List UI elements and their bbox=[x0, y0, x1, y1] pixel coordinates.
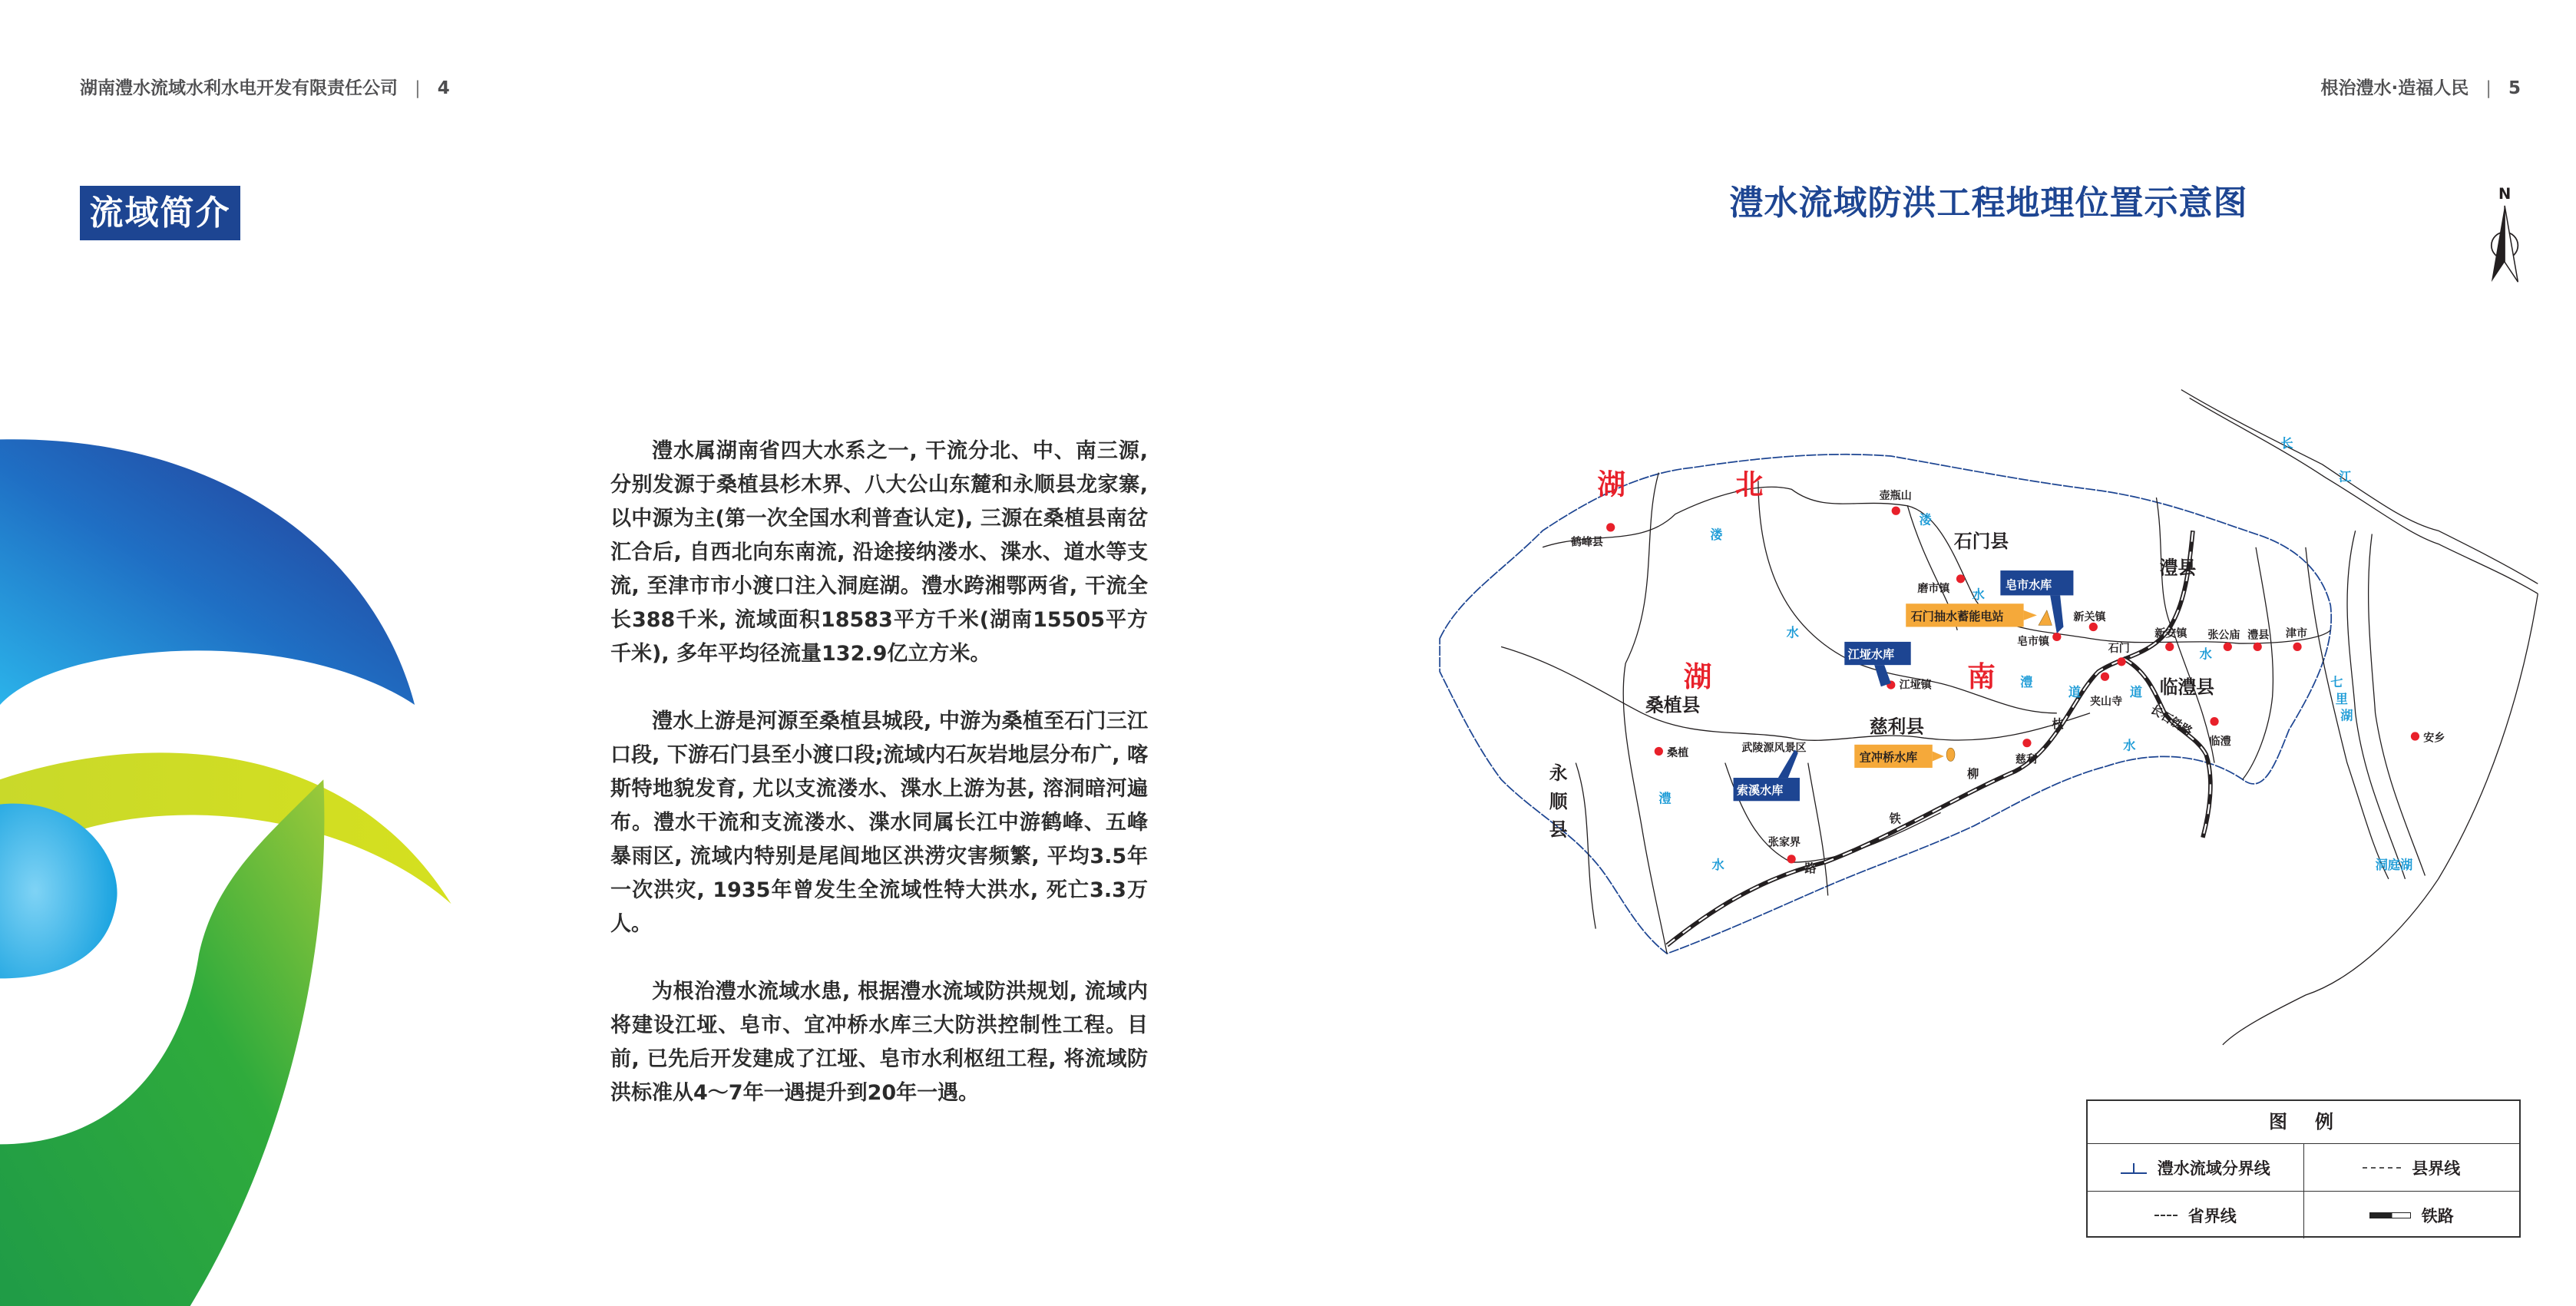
river-label: 澧 bbox=[1658, 791, 1672, 806]
legend-label: 澧水流域分界线 bbox=[2157, 1159, 2270, 1178]
county-boundary-symbol-icon bbox=[2363, 1167, 2401, 1169]
paragraph: 澧水上游是河源至桑植县城段, 中游为桑植至石门三江口段, 下游石门县至小渡口段;流域内石灰岩地层分布广, 喀斯特地貌发育, 尤以支流溇水、渫水上游为甚, 溶洞暗河遍布。澧水干流和支流溇水、渫水同属长江中游鹤峰、五峰暴雨区, 流域内特别是尾闾地区洪涝灾害频繁, 平均3.5年一次洪灾, 1935年曾发生全流域性特大洪水, 死亡3.3万人。 bbox=[610, 709, 1148, 936]
suoxi-reservoir-callout bbox=[1734, 749, 1800, 801]
reservoir-label: 索溪水库 bbox=[1736, 783, 1784, 798]
legend-title: 图 例 bbox=[2269, 1111, 2338, 1132]
county-label: 慈利县 bbox=[1869, 716, 1924, 738]
river-label: 长 bbox=[2280, 436, 2293, 451]
town-label: 鹤峰县 bbox=[1570, 536, 1603, 549]
legend-label: 省界线 bbox=[2187, 1206, 2237, 1225]
railway-label: 路 bbox=[1804, 861, 1817, 876]
county-label: 顺 bbox=[1549, 790, 1568, 812]
county-label: 石门县 bbox=[1953, 530, 2009, 552]
town-label: 皂市镇 bbox=[2016, 636, 2050, 649]
county-boundaries bbox=[1501, 473, 2330, 954]
river-label: 溇 bbox=[1710, 527, 1723, 542]
paragraph: 澧水属湖南省四大水系之一, 干流分北、中、南三源, 分别发源于桑植县杉木界、八大公山东麓和永顺县龙家寨, 以中源为主(第一次全国水利普查认定), 三源在桑植县南岔汇合后, 自西北向东南流, 沿途接纳溇水、渫水、道水等支流, 至津市市小渡口注入洞庭湖。澧水跨湘鄂两省, 干流全长388千米, 流域面积18583平方千米(湖南15505平方千米), 多年平均径流量132.9亿立方米。 bbox=[610, 439, 1148, 666]
town-label: 津市 bbox=[2285, 627, 2308, 640]
river-label: 澧 bbox=[2020, 675, 2033, 690]
town-label: 武陵源风景区 bbox=[1741, 742, 1807, 755]
town-label: 石门 bbox=[2108, 642, 2130, 655]
page-header-right: 根治澧水·造福人民 | 5 bbox=[2320, 78, 2521, 98]
lake-label: 湖 bbox=[2340, 708, 2353, 723]
town-label: 澧县 bbox=[2247, 629, 2270, 642]
railway-label: 柳 bbox=[1967, 767, 1979, 782]
town-label: 江垭镇 bbox=[1899, 679, 1932, 692]
county-label: 临澧县 bbox=[2159, 676, 2215, 698]
company-name: 湖南澧水流域水利水电开发有限责任公司 bbox=[80, 78, 398, 98]
town-label: 新关镇 bbox=[2073, 610, 2106, 623]
yangtze-river bbox=[2181, 390, 2538, 1045]
county-label: 永 bbox=[1549, 762, 1568, 785]
map-title: 澧水流域防洪工程地理位置示意图 bbox=[1729, 184, 2248, 223]
river-label: 水 bbox=[2199, 646, 2212, 662]
river-label: 水 bbox=[1972, 587, 1985, 602]
province-boundary-symbol-icon bbox=[2154, 1215, 2178, 1216]
lake-label: 洞庭湖 bbox=[2375, 857, 2413, 872]
legend-item-basin-boundary bbox=[2088, 1144, 2303, 1191]
town-dots bbox=[1606, 507, 2419, 864]
legend-item-railway bbox=[2303, 1192, 2520, 1238]
railway-labels bbox=[1804, 703, 2195, 875]
water-labels bbox=[1658, 436, 2413, 872]
river-label: 道 bbox=[2129, 685, 2143, 700]
legend-item-province-boundary bbox=[2088, 1192, 2303, 1238]
province-label: 湖 bbox=[1683, 660, 1712, 694]
legend-item-county-boundary bbox=[2303, 1144, 2520, 1191]
slogan: 根治澧水·造福人民 bbox=[2320, 78, 2469, 98]
yichongqiao-reservoir-callout bbox=[1854, 745, 1955, 768]
town-label: 慈利 bbox=[2015, 753, 2037, 766]
north-arrow-icon bbox=[2492, 185, 2518, 282]
railway-symbol-icon bbox=[2369, 1212, 2411, 1218]
county-label: 桑植县 bbox=[1645, 694, 1701, 716]
legend-label: 县界线 bbox=[2412, 1159, 2461, 1178]
reservoir-label: 江垭水库 bbox=[1847, 647, 1895, 662]
river-label: 江 bbox=[2339, 469, 2352, 484]
town-label: 安乡 bbox=[2423, 732, 2445, 745]
river-label: 水 bbox=[1786, 625, 1799, 640]
paragraph: 为根治澧水流域水患, 根据澧水流域防洪规划, 流域内将建设江垭、皂市、宜冲桥水库三大防洪控制性工程。目前, 已先后开发建成了江垭、皂市水利枢纽工程, 将流域防洪标准从4～7年一遇提升到20年一遇。 bbox=[610, 980, 1148, 1105]
town-label: 张家界 bbox=[1767, 836, 1801, 849]
reservoir-label: 皂市水库 bbox=[2005, 577, 2052, 592]
province-label: 湖 bbox=[1597, 468, 1626, 501]
town-label: 临澧 bbox=[2209, 735, 2231, 748]
town-label: 张公庙 bbox=[2207, 629, 2240, 642]
railway-label: 长石铁路 bbox=[2148, 702, 2195, 739]
page-number-left: 4 bbox=[437, 78, 450, 98]
town-label: 磨市镇 bbox=[1917, 583, 1950, 596]
river-label: 水 bbox=[2123, 738, 2136, 753]
river-label: 水 bbox=[1711, 857, 1724, 872]
pumped-storage-callout bbox=[1906, 603, 2052, 627]
map-legend bbox=[2086, 1099, 2521, 1238]
north-label: N bbox=[2498, 185, 2512, 203]
legend-label: 铁路 bbox=[2421, 1206, 2454, 1225]
province-label: 北 bbox=[1734, 468, 1764, 501]
town-label: 夹山寺 bbox=[2090, 696, 2123, 708]
railway-label: 枝 bbox=[2052, 717, 2064, 732]
county-label: 县 bbox=[1549, 818, 1568, 841]
town-label: 桑植 bbox=[1667, 746, 1689, 759]
page-header-left: 湖南澧水流域水利水电开发有限责任公司 | 4 bbox=[80, 78, 450, 98]
province-labels bbox=[1597, 468, 1995, 694]
lake-label: 七 bbox=[2330, 675, 2343, 690]
province-label: 南 bbox=[1967, 660, 1996, 694]
project-label: 石门抽水蓄能电站 bbox=[1910, 609, 2004, 623]
section-title: 流域简介 bbox=[80, 186, 240, 240]
town-label: 新安镇 bbox=[2154, 627, 2187, 640]
page-number-right: 5 bbox=[2508, 78, 2521, 98]
basin-boundary-line bbox=[1440, 455, 2331, 954]
railway-label: 铁 bbox=[1889, 812, 1901, 826]
lake-label: 里 bbox=[2335, 691, 2348, 706]
town-label: 壶瓶山 bbox=[1879, 490, 1912, 503]
project-label: 宜冲桥水库 bbox=[1859, 750, 1918, 765]
river-label: 道 bbox=[2068, 685, 2082, 700]
basin-boundary-symbol-icon bbox=[2121, 1162, 2147, 1174]
river-label: 溇 bbox=[1919, 512, 1932, 527]
county-label: 澧县 bbox=[2159, 557, 2197, 579]
